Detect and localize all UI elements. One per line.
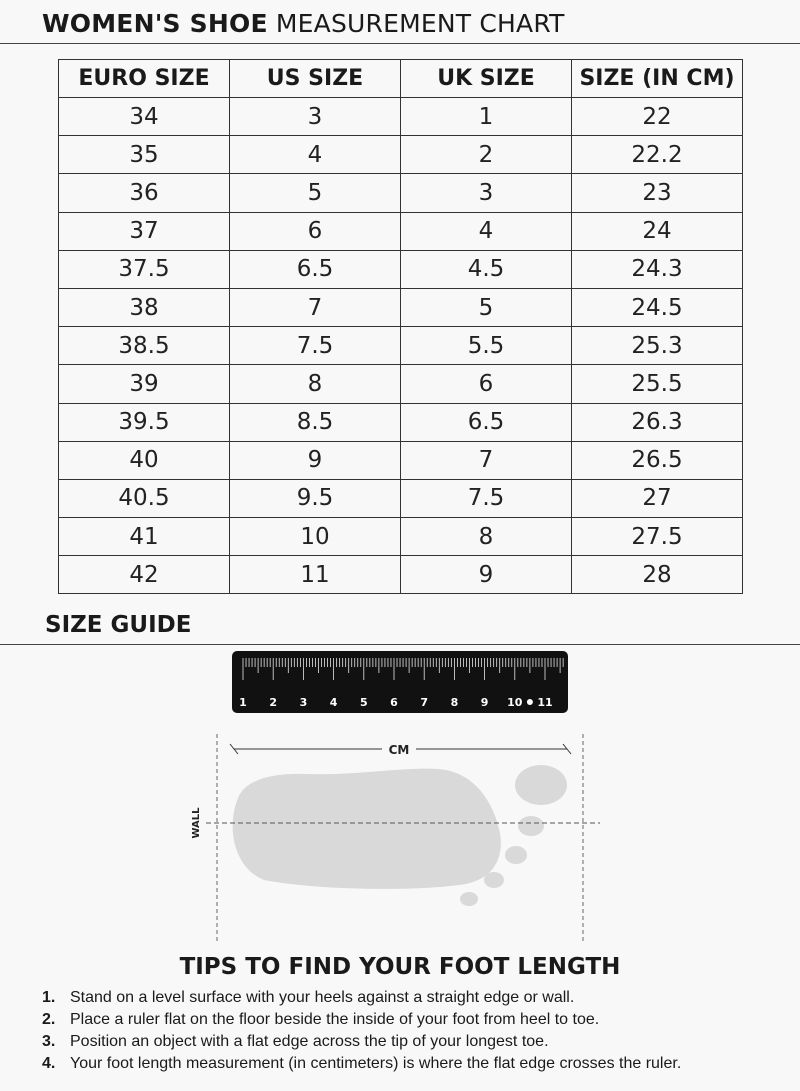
- tip-text: Stand on a level surface with your heels against a straight edge or wall.: [70, 989, 575, 1006]
- table-cell: 24.5: [572, 288, 743, 326]
- table-cell: 27.5: [572, 518, 743, 556]
- table-cell: 26.3: [572, 403, 743, 441]
- tip-item: [42, 1009, 798, 1031]
- tip-text: Your foot length measurement (in centimeters) is where the flat edge crosses the ruler.: [70, 1055, 682, 1072]
- table-cell: 4: [401, 212, 572, 250]
- ruler-number: 11: [537, 696, 553, 709]
- ruler-dot: [527, 699, 533, 705]
- table-cell: 37.5: [59, 250, 230, 288]
- cm-label: CM: [388, 743, 410, 757]
- table-cell: 25.5: [572, 365, 743, 403]
- column-header: US SIZE: [230, 60, 401, 98]
- ruler-number: 9: [480, 696, 489, 709]
- table-row: [59, 479, 743, 517]
- table-cell: 5: [230, 174, 401, 212]
- ruler-number: 7: [420, 696, 429, 709]
- table-row: [59, 136, 743, 174]
- ruler-number: 2: [269, 696, 278, 709]
- toe-4: [484, 872, 504, 888]
- table-cell: 36: [59, 174, 230, 212]
- tip-text: Position an object with a flat edge across the tip of your longest toe.: [70, 1033, 549, 1050]
- table-cell: 35: [59, 136, 230, 174]
- table-cell: 11: [230, 556, 401, 594]
- table-row: [59, 288, 743, 326]
- table-cell: 40.5: [59, 479, 230, 517]
- table-cell: 41: [59, 518, 230, 556]
- table-row: [59, 327, 743, 365]
- page-title: [42, 6, 565, 42]
- table-cell: 10: [230, 518, 401, 556]
- tip-number: 2.: [42, 1011, 56, 1028]
- table-cell: 38: [59, 288, 230, 326]
- ruler-number: 8: [450, 696, 459, 709]
- table-cell: 9: [401, 556, 572, 594]
- table-cell: 2: [401, 136, 572, 174]
- table-row: [59, 365, 743, 403]
- table-cell: 5: [401, 288, 572, 326]
- page-title-bold: WOMEN'S SHOE: [42, 9, 268, 38]
- table-cell: 39.5: [59, 403, 230, 441]
- table-cell: 6.5: [401, 403, 572, 441]
- wall-label: WALL: [191, 807, 202, 839]
- table-cell: 4: [230, 136, 401, 174]
- toe-5: [460, 892, 478, 906]
- ruler-number: 4: [329, 696, 338, 709]
- footprint: [233, 765, 567, 906]
- guide-divider: [0, 644, 800, 645]
- tip-number: 1.: [42, 989, 56, 1006]
- tips-heading: TIPS TO FIND YOUR FOOT LENGTH: [179, 954, 621, 980]
- table-cell: 42: [59, 556, 230, 594]
- table-cell: 4.5: [401, 250, 572, 288]
- table-cell: 22: [572, 98, 743, 136]
- tips-list: [42, 987, 798, 1075]
- big-toe: [515, 765, 567, 805]
- table-cell: 6.5: [230, 250, 401, 288]
- column-header: UK SIZE: [401, 60, 572, 98]
- table-cell: 8: [401, 518, 572, 556]
- toe-2: [518, 816, 544, 836]
- table-cell: 5.5: [401, 327, 572, 365]
- table-row: [59, 212, 743, 250]
- size-table-body: [59, 98, 743, 594]
- table-cell: 7: [230, 288, 401, 326]
- page-title-rest: MEASUREMENT CHART: [275, 9, 565, 38]
- table-cell: 24: [572, 212, 743, 250]
- table-cell: 3: [230, 98, 401, 136]
- table-cell: 24.3: [572, 250, 743, 288]
- table-row: [59, 174, 743, 212]
- table-cell: 7: [401, 441, 572, 479]
- tip-number: 4.: [42, 1055, 56, 1072]
- table-cell: 7.5: [401, 479, 572, 517]
- column-header: EURO SIZE: [59, 60, 230, 98]
- tip-text: Place a ruler flat on the floor beside the inside of your foot from heel to toe.: [70, 1011, 600, 1028]
- table-cell: 6: [401, 365, 572, 403]
- size-table-header-row: [59, 60, 743, 98]
- table-cell: 8.5: [230, 403, 401, 441]
- table-cell: 9: [230, 441, 401, 479]
- foot-sole: [233, 769, 501, 889]
- ruler-number: 6: [390, 696, 398, 709]
- ruler-number: 3: [299, 696, 308, 709]
- table-cell: 37: [59, 212, 230, 250]
- table-cell: 27: [572, 479, 743, 517]
- table-cell: 40: [59, 441, 230, 479]
- table-cell: 38.5: [59, 327, 230, 365]
- tip-item: [42, 1031, 798, 1053]
- ruler-illustration: [232, 651, 568, 713]
- tip-item: [42, 987, 798, 1009]
- table-row: [59, 250, 743, 288]
- table-cell: 22.2: [572, 136, 743, 174]
- table-cell: 9.5: [230, 479, 401, 517]
- table-cell: 39: [59, 365, 230, 403]
- table-cell: 26.5: [572, 441, 743, 479]
- table-cell: 28: [572, 556, 743, 594]
- table-row: [59, 441, 743, 479]
- table-cell: 7.5: [230, 327, 401, 365]
- table-cell: 23: [572, 174, 743, 212]
- column-header: SIZE (IN CM): [572, 60, 743, 98]
- size-table: [58, 59, 743, 594]
- size-guide-heading: SIZE GUIDE: [45, 612, 192, 638]
- ruler-number: 10: [507, 696, 523, 709]
- ruler-number: 5: [359, 696, 368, 709]
- foot-measurement-diagram: [186, 728, 616, 950]
- tip-number: 3.: [42, 1033, 56, 1050]
- title-divider: [0, 43, 800, 44]
- ruler-number: 1: [239, 696, 247, 709]
- table-row: [59, 556, 743, 594]
- table-cell: 1: [401, 98, 572, 136]
- table-row: [59, 518, 743, 556]
- toe-3: [505, 846, 527, 864]
- table-row: [59, 98, 743, 136]
- table-cell: 25.3: [572, 327, 743, 365]
- table-cell: 34: [59, 98, 230, 136]
- table-cell: 3: [401, 174, 572, 212]
- table-cell: 8: [230, 365, 401, 403]
- table-row: [59, 403, 743, 441]
- table-cell: 6: [230, 212, 401, 250]
- tip-item: [42, 1053, 798, 1075]
